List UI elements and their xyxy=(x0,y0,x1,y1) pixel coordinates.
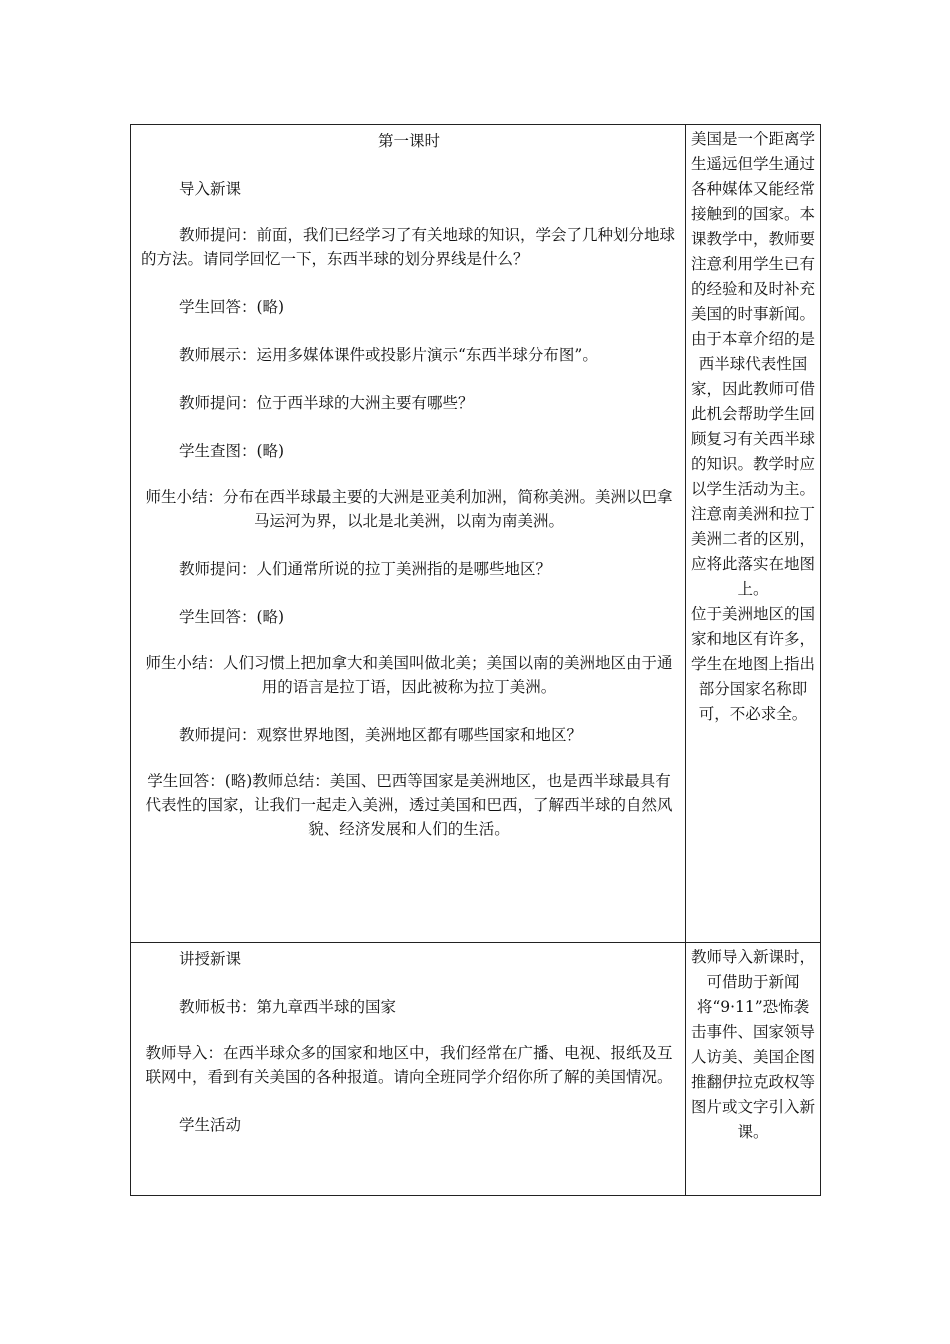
teaching-note: 注意南美洲和拉丁美洲二者的区别，应将此落实在地图上。 xyxy=(690,505,815,598)
paragraph: 学生回答：(略) xyxy=(179,608,285,626)
paragraph: 教师提问：前面，我们已经学习了有关地球的知识，学会了几种划分地球的方法。请同学回忆一下，东西半球的划分界线是什么？ xyxy=(141,226,676,268)
paragraph: 教师提问：位于西半球的大洲主要有哪些？ xyxy=(179,394,474,412)
lesson-title: 第一课时 xyxy=(377,132,440,150)
lesson-plan-table xyxy=(130,124,821,1196)
paragraph: 学生回答：(略) xyxy=(179,298,285,316)
teaching-note: 由于本章介绍的是西半球代表性国家，因此教师可借此机会帮助学生回顾复习有关西半球的知识。教学时应以学生活动为主。 xyxy=(690,330,815,498)
lesson-content-cell xyxy=(131,943,686,1196)
table-row xyxy=(131,943,821,1196)
paragraph: 教师板书：第九章西半球的国家 xyxy=(179,998,397,1016)
paragraph: 学生查图：(略) xyxy=(179,442,285,460)
lesson-content-cell xyxy=(131,125,686,943)
teaching-note: 美国是一个距离学生遥远但学生通过各种媒体又能经常接触到的国家。本课教学中，教师要注意利用学生已有的经验和及时补充美国的时事新闻。 xyxy=(690,130,815,323)
paragraph: 教师提问：观察世界地图，美洲地区都有哪些国家和地区？ xyxy=(179,726,583,744)
lesson-plan-page xyxy=(130,124,820,1196)
paragraph: 学生活动 xyxy=(179,1116,242,1134)
paragraph: 师生小结：人们习惯上把加拿大和美国叫做北美；美国以南的美洲地区由于通用的语言是拉丁语，因此被称为拉丁美洲。 xyxy=(145,654,673,696)
teaching-notes-cell xyxy=(686,943,821,1196)
section-heading: 导入新课 xyxy=(179,180,242,198)
paragraph: 师生小结：分布在西半球最主要的大洲是亚美利加洲，简称美洲。美洲以巴拿马运河为界，以北是北美洲，以南为南美洲。 xyxy=(145,488,673,530)
section-heading: 讲授新课 xyxy=(179,950,242,968)
teaching-note: 教师导入新课时，可借助于新闻将“9·11”恐怖袭击事件、国家领导人访美、美国企图推翻伊拉克政权等图片或文字引入新课。 xyxy=(690,948,815,1141)
paragraph: 教师展示：运用多媒体课件或投影片演示“东西半球分布图”。 xyxy=(179,346,598,364)
paragraph: 教师提问：人们通常所说的拉丁美洲指的是哪些地区？ xyxy=(179,560,552,578)
teaching-note: 位于美洲地区的国家和地区有许多，学生在地图上指出部分国家名称即可，不必求全。 xyxy=(690,605,815,723)
table-row xyxy=(131,125,821,943)
paragraph: 学生回答：(略)教师总结：美国、巴西等国家是美洲地区，也是西半球最具有代表性的国家，让我们一起走入美洲，透过美国和巴西，了解西半球的自然风貌、经济发展和人们的生活。 xyxy=(145,772,673,838)
paragraph: 教师导入：在西半球众多的国家和地区中，我们经常在广播、电视、报纸及互联网中，看到有关美国的各种报道。请向全班同学介绍你所了解的美国情况。 xyxy=(145,1044,673,1086)
teaching-notes-cell xyxy=(686,125,821,943)
